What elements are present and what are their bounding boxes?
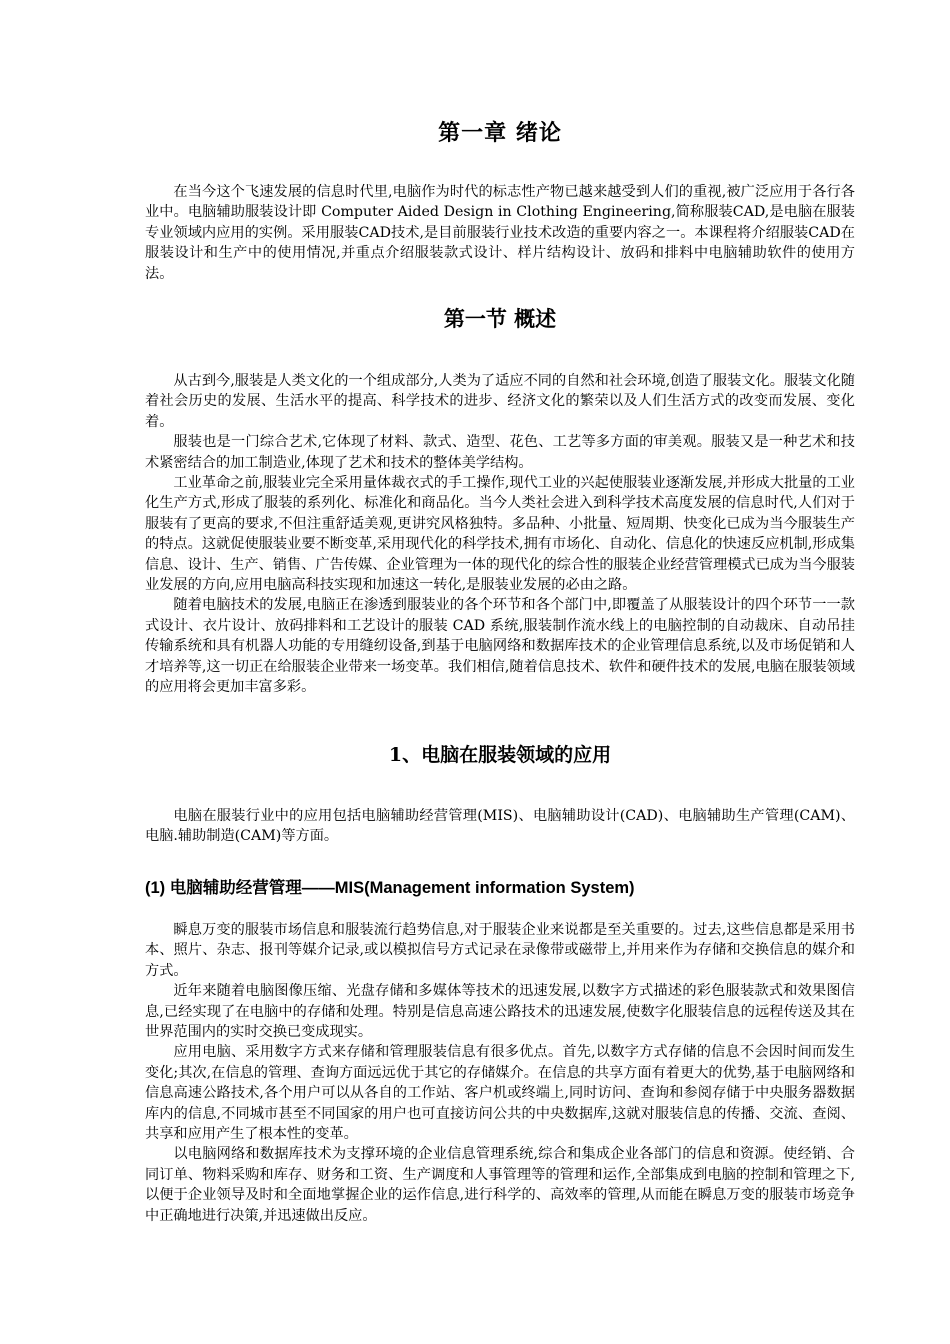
paragraph: 以电脑网络和数据库技术为支撑环境的企业信息管理系统,综合和集成企业各部门的信息和资源。使经销、合同订单、物料采购和库存、财务和工资、生产调度和人事管理等的管理和运作,全部集成到电脑的控制和管理之下,以便于企业领导及时和全面地掌握企业的运作信息,进行科学的、高效率的管理,从而能在瞬息万变的服装市场竞争中正确地进行决策,并迅速做出反应。	[145, 1146, 855, 1224]
intro-text	[145, 182, 855, 284]
chapter-title: 第一章 绪论	[438, 121, 562, 146]
paragraph: 瞬息万变的服装市场信息和服装流行趋势信息,对于服装企业来说都是至关重要的。过去,这些信息都是采用书本、照片、杂志、报刊等媒介记录,或以模拟信号方式记录在录像带或磁带上,并用来作为存储和交换信息的媒介和方式。	[145, 922, 855, 979]
paragraph: 近年来随着电脑图像压缩、光盘存储和多媒体等技术的迅速发展,以数字方式描述的彩色服装款式和效果图信息,已经实现了在电脑中的存储和处理。特别是信息高速公路技术的迅速发展,使数字化服装信息的远程传送及其在世界范围内的实时交换已变成现实。	[145, 983, 855, 1041]
paragraph: 工业革命之前,服装业完全采用量体裁衣式的手工操作,现代工业的兴起使服装业逐渐发展,并形成大批量的工业化生产方式,形成了服装的系列化、标准化和商品化。当今人类社会进入到科学技术高度发展的信息时代,人们对于服装有了更高的要求,不但注重舒适美观,更讲究风格独特。多品种、小批量、短周期、快变化已成为当今服装生产的特点。这就促使服装业要不断变革,采用现代化的科学技术,拥有市场化、自动化、信息化的快速反应机制,形成集信息、设计、生产、销售、广告传媒、企业管理为一体的现代化的综合性的服装企业经营管理模式已成为当今服装业发展的方向,应用电脑高科技实现和加速这一转化,是服装业发展的必由之路。	[145, 475, 855, 594]
section-title: 第一节 概述	[443, 307, 557, 331]
application-text	[145, 806, 855, 847]
paragraph: 从古到今,服装是人类文化的一个组成部分,人类为了适应不同的自然和社会环境,创造了服装文化。服装文化随着社会历史的发展、生活水平的提高、科学技术的进步、经济文化的繁荣以及人们生活方式的改变而发展、变化着。	[145, 373, 855, 430]
subsection-title: 1、电脑在服装领域的应用	[388, 744, 612, 766]
paragraph: 随着电脑技术的发展,电脑正在渗透到服装业的各个环节和各个部门中,即覆盖了从服装设计的四个环节一一款式设计、衣片设计、放码排料和工艺设计的服装 CAD 系统,服装制作流水线上的电脑控制的自动裁床、自动吊挂传输系统和具有机器人功能的专用缝纫设备,到基于电脑网络和数据库技术的企业管理信息系统,以及市场促销和人才培养等,这一切正在给服装企业带来一场变革。我们相信,随着信息技术、软件和硬件技术的发展,电脑在服装领域的应用将会更加丰富多彩。	[145, 597, 855, 696]
paragraph: 服装也是一门综合艺术,它体现了材料、款式、造型、花色、工艺等多方面的审美观。服装又是一种艺术和技术紧密结合的加工制造业,体现了艺术和技术的整体美学结构。	[145, 434, 855, 471]
paragraph: 电脑在服装行业中的应用包括电脑辅助经营管理(MIS)、电脑辅助设计(CAD)、电脑辅助生产管理(CAM)、电脑.辅助制造(CAM)等方面。	[145, 808, 855, 845]
paragraph: 在当今这个飞速发展的信息时代里,电脑作为时代的标志性产物已越来越受到人们的重视,被广泛应用于各行各业中。电脑辅助服装设计即 Computer Aided Design in Clothing Engineering,简称服装CAD,是电脑在服装专业领域内应用的实例。采用服装CAD技术,是目前服装行业技术改造的重要内容之一。本课程将介绍服装CAD在服装设计和生产中的使用情况,并重点介绍服装款式设计、样片结构设计、放码和排料中电脑辅助软件的使用方法。	[145, 184, 855, 282]
mis-heading: (1) 电脑辅助经营管理——MIS(Management information System)	[145, 879, 635, 897]
mis-text	[145, 920, 855, 1226]
paragraph: 应用电脑、采用数字方式来存储和管理服装信息有很多优点。首先,以数字方式存储的信息不会因时间而发生变化;其次,在信息的管理、查询方面远远优于其它的存储媒介。在信息的共享方面有着更大的优势,基于电脑网络和信息高速公路技术,各个用户可以从各自的工作站、客户机或终端上,同时访问、查询和参阅存储于中央服务器数据库内的信息,不同城市甚至不同国家的用户也可直接访问公共的中央数据库,这就对服装信息的传播、交流、查阅、共享和应用产生了根本性的变革。	[145, 1044, 855, 1143]
overview-text	[145, 371, 855, 698]
